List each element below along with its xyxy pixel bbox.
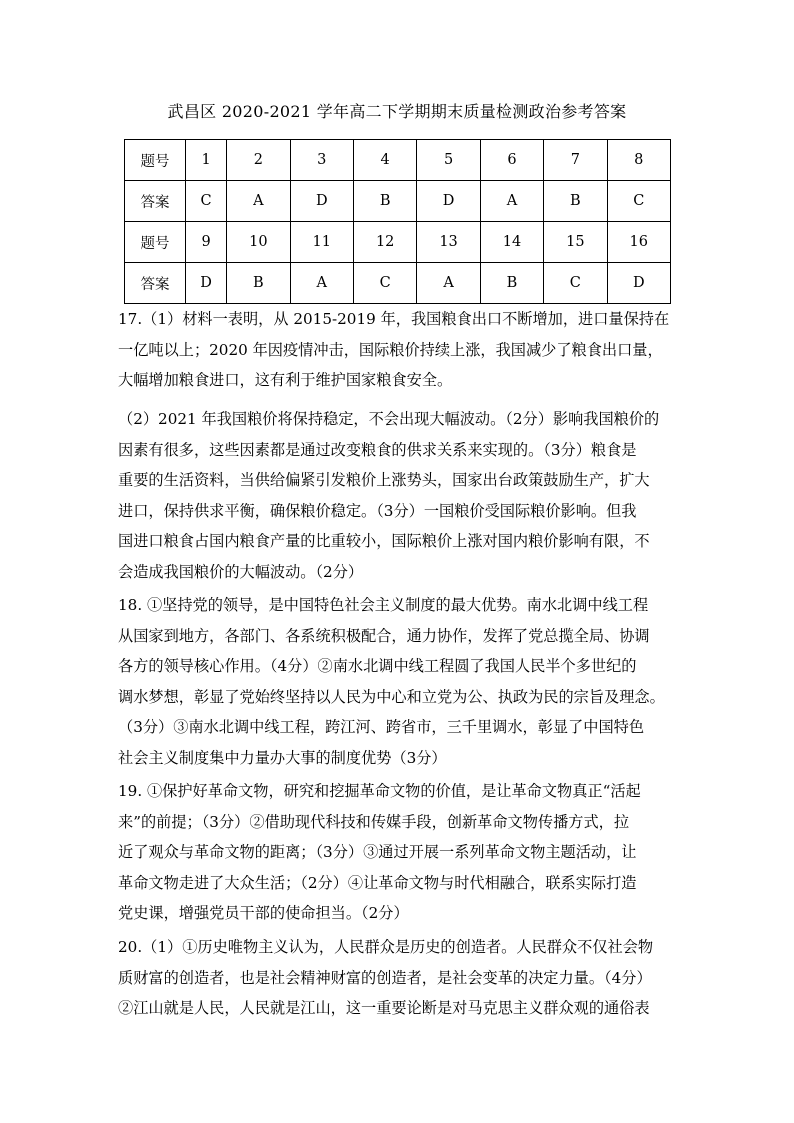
answer-table [124,139,671,304]
text-line: 国进口粮食占国内粮食产量的比重较小，国际粮价上涨对国内粮价影响有限，不 [118,532,650,550]
text-line: 会造成我国粮价的大幅波动。（2分） [118,562,364,581]
table-cell: 13 [417,222,480,263]
table-cell: A [417,263,480,304]
table-cell: 11 [290,222,353,263]
answer-18 [118,590,688,773]
answer-17-part-2 [118,404,688,587]
table-row [125,140,671,181]
text-line: 一亿吨以上；2020 年因疫情冲击，国际粮价持续上涨，我国减少了粮食出口量， [118,340,663,359]
text-line: 社会主义制度集中力量办大事的制度优势（3分） [118,748,447,767]
text-line: ②江山就是人民，人民就是江山，这一重要论断是对马克思主义群众观的通俗表 [118,999,650,1017]
answer-17-part-1 [118,304,688,396]
text-line: 进口，保持供求平衡，确保粮价稳定。（3分）一国粮价受国际粮价影响。但我 [118,501,637,520]
table-cell: 12 [353,222,416,263]
table-cell: A [480,181,543,222]
text-line: 19. ①保护好革命文物，研究和挖掘革命文物的价值，是让革命文物真正“活起 [118,782,641,800]
text-line: 大幅增加粮食进口，这有利于维护国家粮食安全。 [118,371,453,389]
table-row [125,263,671,304]
table-row [125,181,671,222]
text-line: （2）2021 年我国粮价将保持稳定，不会出现大幅波动。（2分）影响我国粮价的 [118,410,660,428]
table-cell: B [544,181,607,222]
text-line: 近了观众与革命文物的距离；（3分）③通过开展一系列革命文物主题活动，让 [118,843,637,861]
text-line: 因素有很多，这些因素都是通过改变粮食的供求关系来实现的。（3分）粮食是 [118,440,637,459]
text-line: 18. ①坚持党的领导，是中国特色社会主义制度的最大优势。南水北调中线工程 [118,596,649,614]
table-cell: 8 [607,140,670,181]
text-line: 党史课，增强党员干部的使命担当。（2分） [118,904,409,922]
page-title: 武昌区 2020-2021 学年高二下学期期末质量检测政治参考答案 [167,102,627,121]
table-cell: C [607,181,670,222]
text-line: 17.（1）材料一表明，从 2015-2019 年，我国粮食出口不断增加，进口量保持在 [118,310,670,328]
table-cell: D [607,263,670,304]
table-cell: 14 [480,222,543,263]
text-line: （3分）③南水北调中线工程，跨江河、跨省市，三千里调水，彰显了中国特色 [118,718,645,736]
text-line: 调水梦想，彰显了党始终坚持以人民为中心和立党为公、执政为民的宗旨及理念。 [118,687,665,706]
row-header: 答案 [125,181,186,222]
text-line: 来”的前提；（3分）②借助现代科技和传媒手段，创新革命文物传播方式，拉 [118,812,630,831]
table-cell: 1 [186,140,227,181]
table-cell: B [480,263,543,304]
table-cell: 5 [417,140,480,181]
table-cell: C [186,181,227,222]
answer-20-part-1 [118,932,688,1024]
table-row [125,222,671,263]
text-line: 革命文物走进了大众生活；（2分）④让革命文物与时代相融合，联系实际打造 [118,873,637,892]
table-cell: 15 [544,222,607,263]
table-cell: D [290,181,353,222]
table-cell: 7 [544,140,607,181]
row-header: 答案 [125,263,186,304]
table-cell: 6 [480,140,543,181]
text-line: 各方的领导核心作用。（4分）②南水北调中线工程圆了我国人民半个多世纪的 [118,657,637,675]
table-cell: A [290,263,353,304]
table-cell: 10 [227,222,290,263]
row-header: 题号 [125,222,186,263]
table-cell: 16 [607,222,670,263]
text-line: 重要的生活资料，当供给偏紧引发粮价上涨势头，国家出台政策鼓励生产，扩大 [118,471,650,489]
text-line: 20.（1）①历史唯物主义认为，人民群众是历史的创造者。人民群众不仅社会物 [118,938,654,956]
table-cell: B [227,263,290,304]
table-cell: 2 [227,140,290,181]
table-cell: C [544,263,607,304]
table-cell: D [417,181,480,222]
row-header: 题号 [125,140,186,181]
text-line: 从国家到地方，各部门、各系统积极配合，通力协作，发挥了党总揽全局、协调 [118,626,650,645]
table-cell: A [227,181,290,222]
table-cell: 3 [290,140,353,181]
table-cell: B [353,181,416,222]
table-cell: D [186,263,227,304]
table-cell: 9 [186,222,227,263]
table-cell: C [353,263,416,304]
table-cell: 4 [353,140,416,181]
answer-19 [118,776,688,929]
text-line: 质财富的创造者，也是社会精神财富的创造者，是社会变革的决定力量。（4分） [118,968,652,987]
